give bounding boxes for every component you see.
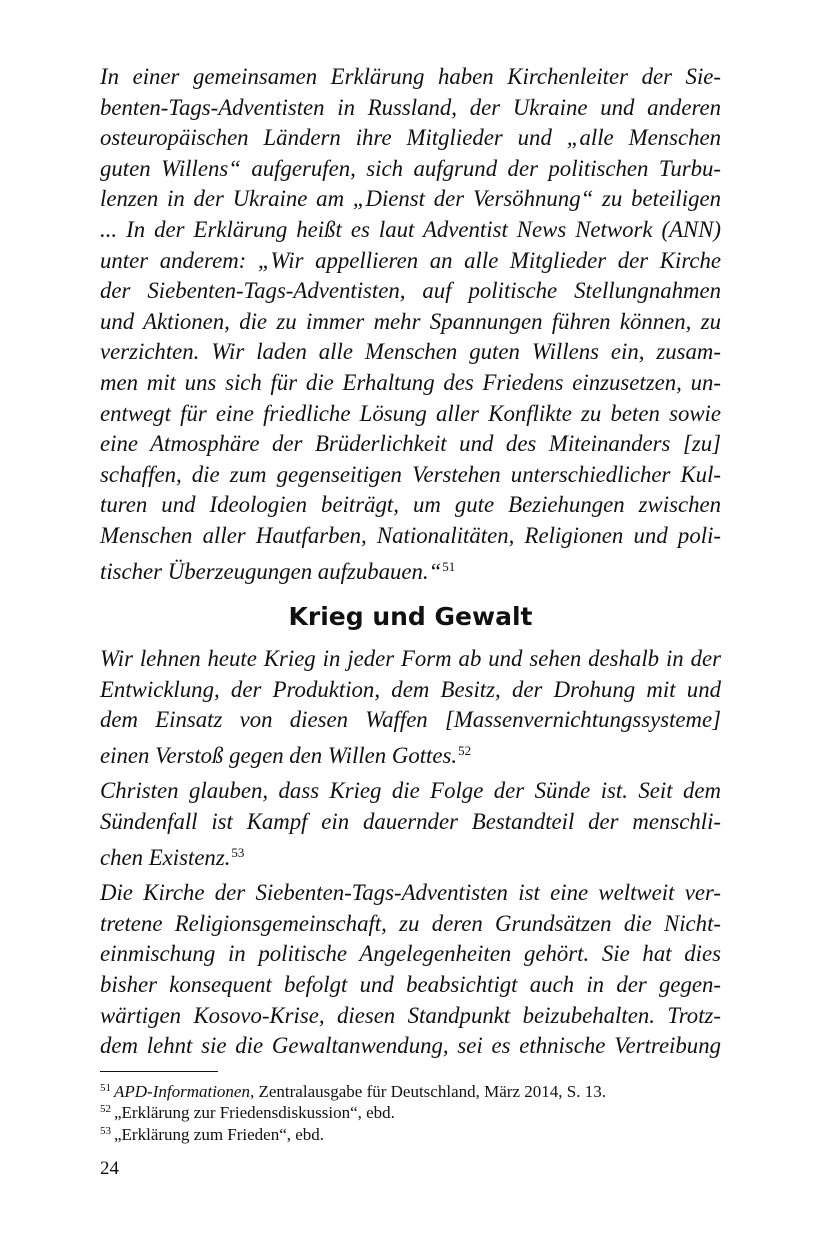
text-line: entwegt für eine friedliche Lösung aller Konflikte zu beten sowie — [100, 400, 721, 426]
text-line — [100, 736, 721, 767]
text-line — [100, 552, 721, 583]
text-line: Wir lehnen heute Krieg in jeder Form ab und sehen deshalb in der — [100, 646, 721, 672]
text-line: Sündenfall ist Kampf ein dauernder Bestandteil der menschli- — [100, 809, 721, 835]
page-number: 24 — [100, 1158, 119, 1179]
text-line: osteuropäischen Ländern ihre Mitglieder und „alle Menschen — [100, 125, 721, 151]
page-body — [100, 62, 721, 1142]
footnote-text: „Erklärung zum Frieden“, ebd. — [114, 1124, 325, 1144]
text-line — [100, 838, 721, 869]
paragraph — [100, 776, 721, 868]
footnote-text: , Zentralausgabe für Deutschland, März 2014, S. 13. — [249, 1081, 606, 1101]
paragraph — [100, 878, 721, 1062]
footnote-reference[interactable]: 52 — [458, 742, 472, 758]
footnote-item — [100, 1121, 721, 1143]
text-line: wärtigen Kosovo-Krise, diesen Standpunkt beizubehalten. Trotz- — [100, 1002, 721, 1028]
text-line: und Aktionen, die zu immer mehr Spannungen führen können, zu — [100, 308, 721, 334]
text-line: verzichten. Wir laden alle Menschen guten Willens ein, zusam- — [100, 339, 721, 365]
footnote-separator — [100, 1071, 218, 1072]
text-line: turen und Ideologien beiträgt, um gute Beziehungen zwischen — [100, 492, 721, 518]
text-line: der Siebenten-Tags-Adventisten, auf politische Stellungnahmen — [100, 278, 721, 304]
text-line: dem lehnt sie die Gewaltanwendung, sei es ethnische Vertreibung — [100, 1033, 721, 1059]
text-line: einmischung in politische Angelegenheiten gehört. Sie hat dies — [100, 941, 721, 967]
text-line: ... In der Erklärung heißt es laut Adventist News Network (ANN) — [100, 216, 721, 242]
footnote-item — [100, 1078, 721, 1100]
text-line: schaffen, die zum gegenseitigen Verstehen unterschiedlicher Kul- — [100, 461, 721, 487]
text-line: In einer gemeinsamen Erklärung haben Kirchenleiter der Sie- — [100, 64, 721, 89]
footnote-item — [100, 1099, 721, 1121]
text-line-content: tischer Überzeugungen aufzubauen.“ — [100, 558, 442, 584]
text-line: men mit uns sich für die Erhaltung des Friedens einzusetzen, un- — [100, 369, 721, 395]
text-line: Christen glauben, dass Krieg die Folge der Sünde ist. Seit dem — [100, 778, 721, 804]
text-line: guten Willens“ aufgerufen, sich aufgrund der politischen Turbu- — [100, 155, 721, 181]
text-line: benten-Tags-Adventisten in Russland, der Ukraine und anderen — [100, 94, 721, 120]
text-line-content: chen Existenz. — [100, 844, 231, 870]
text-line-content: einen Verstoß gegen den Willen Gottes. — [100, 742, 458, 768]
text-line: lenzen in der Ukraine am „Dienst der Versöhnung“ zu beteiligen — [100, 186, 721, 212]
text-line: tretene Religionsgemeinschaft, zu deren Grundsätzen die Nicht- — [100, 910, 721, 936]
footnote-reference[interactable]: 51 — [442, 558, 456, 574]
footnote-number: 52 — [100, 1103, 111, 1116]
footnote-number: 53 — [100, 1124, 111, 1137]
text-line: Entwicklung, der Produktion, dem Besitz, der Drohung mit und — [100, 676, 721, 702]
text-line: unter anderem: „Wir appellieren an alle Mitglieder der Kirche — [100, 247, 721, 273]
text-line: Die Kirche der Siebenten-Tags-Adventisten ist eine weltweit ver- — [100, 880, 721, 906]
paragraph — [100, 644, 721, 766]
text-line: bisher konsequent befolgt und beabsichtigt auch in der gegen- — [100, 972, 721, 998]
footnote-number: 51 — [100, 1081, 111, 1094]
text-line: dem Einsatz von diesen Waffen [Massenvernichtungssysteme] — [100, 707, 721, 733]
text-line: eine Atmosphäre der Brüderlichkeit und des Miteinanders [zu] — [100, 431, 721, 457]
footnotes — [100, 1078, 721, 1143]
text-line: Menschen aller Hautfarben, Nationalitäten, Religionen und poli- — [100, 522, 721, 548]
quote-block — [100, 62, 721, 582]
footnote-source: APD-Informationen — [114, 1081, 250, 1101]
section-heading: Krieg und Gewalt — [288, 602, 533, 632]
footnote-reference[interactable]: 53 — [231, 844, 245, 860]
footnote-text: „Erklärung zur Friedensdiskussion“, ebd. — [114, 1103, 395, 1123]
